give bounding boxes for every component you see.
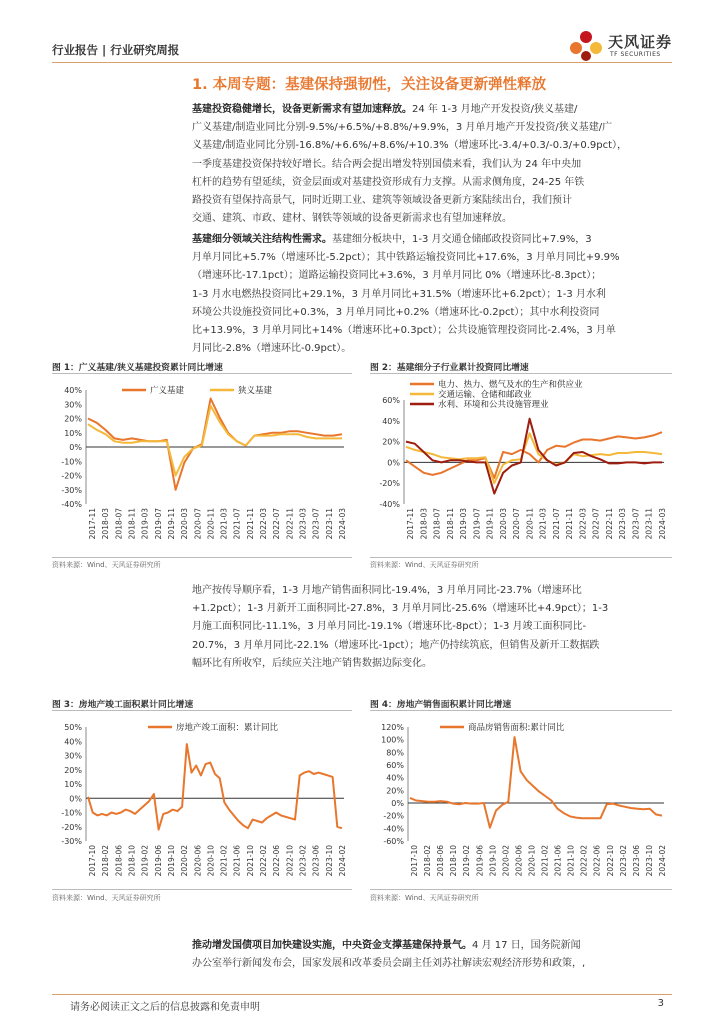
x-tick-label: 2023-11 bbox=[644, 508, 654, 540]
header-divider bbox=[52, 62, 672, 63]
footer-disclaimer: 请务必阅读正文之后的信息披露和免责申明 bbox=[70, 1002, 260, 1013]
x-tick-label: 2023-10 bbox=[324, 845, 334, 877]
paragraph-2-line: 月单月同比+5.7%（增速环比-5.2pct）；其中铁路运输投资同比+17.6%，3 月单月同比+9.9% bbox=[192, 252, 620, 264]
figure-2-bottom-rule bbox=[370, 557, 672, 558]
x-tick-label: 2024-02 bbox=[338, 845, 347, 877]
figure-3-rule bbox=[52, 710, 352, 711]
paragraph-4-line: 办公室举行新闻发布会，国家发展和改革委员会副主任刘苏社解读宏观经济形势和政策，, bbox=[192, 958, 586, 970]
x-tick-label: 2021-03 bbox=[538, 508, 548, 540]
y-tick-label: -30% bbox=[61, 837, 82, 846]
x-tick-label: 2021-11 bbox=[245, 508, 255, 540]
x-tick-label: 2023-11 bbox=[324, 508, 334, 540]
y-tick-label: 0% bbox=[387, 458, 400, 468]
figure-2-source: 资料来源：Wind、天风证券研究所 bbox=[370, 561, 479, 569]
x-tick-label: 2017-11 bbox=[406, 508, 415, 540]
x-tick-label: 2017-11 bbox=[88, 508, 97, 540]
y-tick-label: 100% bbox=[381, 735, 404, 745]
x-tick-label: 2018-10 bbox=[449, 845, 459, 877]
figure-1-rule bbox=[52, 373, 352, 374]
x-tick-label: 2020-11 bbox=[525, 508, 535, 540]
series-line bbox=[406, 419, 662, 494]
x-tick-label: 2022-11 bbox=[604, 508, 614, 540]
figure-1-bottom-rule bbox=[52, 557, 352, 558]
x-tick-label: 2017-10 bbox=[88, 845, 97, 877]
y-tick-label: -40% bbox=[379, 500, 400, 509]
figure-2-rule bbox=[370, 373, 672, 374]
x-tick-label: 2020-10 bbox=[206, 845, 216, 877]
x-tick-label: 2021-07 bbox=[551, 508, 561, 540]
x-tick-label: 2023-07 bbox=[631, 508, 641, 540]
paragraph-4-line: 推动增发国债项目加快建设实施，中央资金支撑基建保持景气。4 月 17 日，国务院新闻 bbox=[192, 940, 581, 951]
x-tick-label: 2018-07 bbox=[114, 508, 124, 540]
x-tick-label: 2019-06 bbox=[153, 845, 163, 877]
y-tick-label: 20% bbox=[382, 437, 400, 447]
x-tick-label: 2023-07 bbox=[311, 508, 321, 540]
y-tick-label: 40% bbox=[64, 737, 82, 747]
x-tick-label: 2017-10 bbox=[410, 845, 419, 877]
figure-3-chart bbox=[52, 713, 352, 888]
y-tick-label: 0% bbox=[69, 794, 82, 804]
paragraph-3 bbox=[192, 582, 672, 673]
x-tick-label: 2019-02 bbox=[140, 845, 150, 877]
x-tick-label: 2020-06 bbox=[514, 845, 524, 877]
x-tick-label: 2020-03 bbox=[180, 508, 190, 540]
paragraph-3-line: 月施工面积同比-11.1%，3 月单月同比-19.1%（增速环比-8pct）；1-3 月竣工面积同比- bbox=[192, 621, 587, 633]
report-category: 行业报告 | 行业研究周报 bbox=[52, 43, 180, 57]
y-tick-label: -40% bbox=[61, 500, 82, 509]
y-tick-label: -20% bbox=[383, 811, 404, 821]
figure-4-rule bbox=[370, 710, 672, 711]
footer-divider bbox=[52, 994, 672, 995]
x-tick-label: 2022-03 bbox=[259, 508, 269, 540]
y-tick-label: 80% bbox=[386, 748, 404, 758]
x-tick-label: 2022-07 bbox=[591, 508, 601, 540]
x-tick-label: 2023-02 bbox=[298, 845, 308, 877]
x-tick-label: 2022-03 bbox=[578, 508, 588, 540]
x-tick-label: 2018-11 bbox=[445, 508, 455, 540]
x-tick-label: 2021-03 bbox=[219, 508, 229, 540]
x-tick-label: 2023-10 bbox=[644, 845, 654, 877]
x-tick-label: 2022-10 bbox=[605, 845, 615, 877]
figure-3-bottom-rule bbox=[52, 889, 352, 890]
legend-label: 广义基建 bbox=[150, 386, 185, 396]
brand-name: 天风证券 bbox=[608, 33, 673, 51]
x-tick-label: 2022-06 bbox=[592, 845, 602, 877]
x-tick-label: 2018-03 bbox=[101, 508, 111, 540]
x-tick-label: 2024-03 bbox=[338, 508, 347, 540]
y-tick-label: -30% bbox=[61, 485, 82, 495]
x-tick-label: 2020-02 bbox=[501, 845, 511, 877]
x-tick-label: 2023-03 bbox=[298, 508, 308, 540]
legend-label: 商品房销售面积:累计同比 bbox=[468, 723, 565, 733]
x-tick-label: 2021-07 bbox=[232, 508, 242, 540]
figure-3-source: 资料来源：Wind、天风证券研究所 bbox=[52, 894, 161, 902]
x-tick-label: 2022-02 bbox=[259, 845, 269, 877]
paragraph-2-line: 比+13.9%，3 月单月同比+14%（增速环比+0.3pct）；公共设施管理投资同比-2.4%，3 月单 bbox=[192, 325, 616, 337]
x-tick-label: 2020-06 bbox=[193, 845, 203, 877]
figure-4-title: 图 4：房地产销售面积累计同比增速 bbox=[370, 700, 512, 710]
y-tick-label: 0% bbox=[391, 799, 404, 808]
x-tick-label: 2019-07 bbox=[472, 508, 482, 540]
x-tick-label: 2024-02 bbox=[658, 845, 667, 877]
x-tick-label: 2018-11 bbox=[127, 508, 137, 540]
series-line bbox=[410, 737, 662, 828]
x-tick-label: 2019-03 bbox=[140, 508, 150, 540]
legend-label: 狭义基建 bbox=[238, 386, 273, 396]
x-tick-label: 2020-07 bbox=[193, 508, 203, 540]
paragraph-4 bbox=[192, 937, 672, 973]
y-tick-label: 10% bbox=[64, 780, 82, 789]
y-tick-label: 60% bbox=[386, 761, 404, 770]
series-line bbox=[88, 744, 342, 830]
y-tick-label: 0% bbox=[69, 443, 82, 452]
x-tick-label: 2020-10 bbox=[527, 845, 537, 877]
x-tick-label: 2019-10 bbox=[488, 845, 498, 877]
y-tick-label: 30% bbox=[64, 751, 82, 761]
x-tick-label: 2021-02 bbox=[540, 845, 550, 877]
paragraph-1-line: 杠杆的趋势有望延续，资金层面或对基建投资形成有力支撑。从需求侧角度，24-25 年铁 bbox=[192, 176, 585, 188]
y-tick-label: -20% bbox=[61, 471, 82, 481]
x-tick-label: 2021-06 bbox=[232, 845, 242, 877]
x-tick-label: 2023-02 bbox=[618, 845, 628, 877]
series-line bbox=[88, 406, 342, 476]
x-tick-label: 2023-06 bbox=[311, 845, 321, 877]
y-tick-label: 120% bbox=[381, 723, 404, 732]
x-tick-label: 2022-11 bbox=[285, 508, 295, 540]
figure-1-title: 图 1：广义基建/狭义基建投资累计同比增速 bbox=[52, 363, 223, 373]
paragraph-1-line: 交通、建筑、市政、建材、钢铁等领域的设备更新需求也有望加速释放。 bbox=[192, 213, 512, 225]
figure-2-chart bbox=[370, 376, 672, 556]
x-tick-label: 2023-06 bbox=[631, 845, 641, 877]
x-tick-label: 2020-07 bbox=[512, 508, 522, 540]
figure-4-chart bbox=[370, 713, 672, 888]
x-tick-label: 2019-02 bbox=[462, 845, 472, 877]
x-tick-label: 2020-03 bbox=[498, 508, 508, 540]
legend-label: 电力、热力、燃气及水的生产和供应业 bbox=[438, 380, 583, 390]
y-tick-label: -60% bbox=[383, 837, 404, 846]
paragraph-1 bbox=[192, 101, 672, 228]
paragraph-lead: 基建细分领域关注结构性需求。 bbox=[192, 234, 332, 245]
legend-label: 水利、环境和公共设施管理业 bbox=[438, 400, 549, 410]
y-tick-label: 20% bbox=[64, 414, 82, 424]
x-tick-label: 2020-11 bbox=[206, 508, 216, 540]
figure-4-bottom-rule bbox=[370, 889, 672, 890]
y-tick-label: 20% bbox=[64, 765, 82, 775]
y-tick-label: 40% bbox=[382, 416, 400, 426]
x-tick-label: 2024-03 bbox=[658, 508, 667, 540]
x-tick-label: 2018-02 bbox=[423, 845, 433, 877]
paragraph-1-line: 广义基建/制造业同比分别-9.5%/+6.5%/+8.8%/+9.9%，3 月单月地产开发投资/狭义基建/广 bbox=[192, 122, 613, 134]
paragraph-3-line: 幅环比有所收窄，后续应关注地产销售数据边际变化。 bbox=[192, 657, 432, 669]
paragraph-1-line: 基建投资稳健增长，设备更新需求有望加速释放。24 年 1-3 月地产开发投资/狭义基建/ bbox=[192, 104, 578, 115]
x-tick-label: 2022-10 bbox=[285, 845, 295, 877]
x-tick-label: 2019-07 bbox=[153, 508, 163, 540]
paragraph-2-line: 基建细分领域关注结构性需求。基建细分板块中，1-3 月交通仓储邮政投资同比+7.9%，3 bbox=[192, 234, 592, 245]
y-tick-label: -40% bbox=[383, 824, 404, 834]
paragraph-lead: 推动增发国债项目加快建设实施，中央资金支撑基建保持景气。 bbox=[192, 940, 472, 951]
y-tick-label: 40% bbox=[64, 386, 82, 395]
y-tick-label: 40% bbox=[386, 773, 404, 783]
x-tick-label: 2018-06 bbox=[114, 845, 124, 877]
paragraph-2-line: 环境公共设施投资同比+0.3%，3 月单月同比+0.2%（增速环比-0.2pct）；其中水利投资同 bbox=[192, 306, 600, 318]
x-tick-label: 2022-06 bbox=[272, 845, 282, 877]
x-tick-label: 2022-07 bbox=[272, 508, 282, 540]
y-tick-label: -10% bbox=[61, 808, 82, 818]
figure-1-source: 资料来源：Wind、天风证券研究所 bbox=[52, 561, 161, 569]
paragraph-2-line: 月同比-2.8%（增速环比-0.9pct）。 bbox=[192, 343, 352, 355]
x-tick-label: 2018-03 bbox=[419, 508, 429, 540]
x-tick-label: 2022-02 bbox=[579, 845, 589, 877]
paragraph-lead: 基建投资稳健增长，设备更新需求有望加速释放。 bbox=[192, 104, 412, 115]
figure-2-title: 图 2：基建细分子行业累计投资同比增速 bbox=[370, 363, 529, 373]
paragraph-2-line: （增速环比-17.1pct）；道路运输投资同比+3.6%，3 月单月同比 0%（增速环比-8.3pct）； bbox=[192, 270, 602, 282]
y-tick-label: -10% bbox=[61, 457, 82, 467]
brand-name-en: TF SECURITIES bbox=[610, 51, 661, 58]
figure-3-title: 图 3：房地产竣工面积累计同比增速 bbox=[52, 700, 194, 710]
x-tick-label: 2019-11 bbox=[485, 508, 495, 540]
paragraph-3-line: +1.2pct）；1-3 月新开工面积同比-27.8%，3 月单月同比-25.6%（增速环比+4.9pct）；1-3 bbox=[192, 603, 609, 615]
y-tick-label: 30% bbox=[64, 400, 82, 410]
x-tick-label: 2019-06 bbox=[475, 845, 485, 877]
legend-label: 交通运输、仓储和邮政业 bbox=[438, 390, 532, 400]
x-tick-label: 2023-03 bbox=[618, 508, 628, 540]
y-tick-label: 10% bbox=[64, 428, 82, 438]
x-tick-label: 2018-07 bbox=[432, 508, 442, 540]
x-tick-label: 2021-02 bbox=[219, 845, 229, 877]
x-tick-label: 2018-02 bbox=[101, 845, 111, 877]
x-tick-label: 2021-11 bbox=[565, 508, 575, 540]
x-tick-label: 2021-10 bbox=[566, 845, 576, 877]
y-tick-label: 50% bbox=[64, 723, 82, 732]
x-tick-label: 2021-06 bbox=[553, 845, 563, 877]
paragraph-3-line: 20.7%，3 月单月同比-22.1%（增速环比-1pct）；地产仍持续筑底，但销售及新开工数据跌 bbox=[192, 639, 600, 651]
x-tick-label: 2018-06 bbox=[436, 845, 446, 877]
legend-label: 房地产竣工面积：累计同比 bbox=[176, 723, 279, 733]
paragraph-2-line: 1-3 月水电燃热投资同比+29.1%，3 月单月同比+31.5%（增速环比+6.2pct）；1-3 月水利 bbox=[192, 288, 606, 300]
paragraph-3-line: 地产按传导顺序看，1-3 月地产销售面积同比-19.4%，3 月单月同比-23.7%（增速环比 bbox=[192, 585, 582, 596]
paragraph-1-line: 一季度基建投资保持较好增长。结合两会提出增发特别国债来看，我们认为 24 年中央加 bbox=[192, 158, 582, 170]
figure-1-chart bbox=[52, 376, 352, 556]
x-tick-label: 2019-03 bbox=[459, 508, 469, 540]
section-title: 1. 本周专题：基建保持强韧性，关注设备更新弹性释放 bbox=[192, 77, 547, 93]
x-tick-label: 2019-10 bbox=[166, 845, 176, 877]
paragraph-1-line: 路投资有望保持高景气，同时近期工业、建筑等领域设备更新方案陆续出台，我们预计 bbox=[192, 195, 572, 207]
x-tick-label: 2019-11 bbox=[166, 508, 176, 540]
x-tick-label: 2018-10 bbox=[127, 845, 137, 877]
series-line bbox=[406, 432, 662, 478]
paragraph-1-line: 义基建/制造业同比分别-16.8%/+6.6%/+8.6%/+10.3%（增速环比-3.4/+0.3/-0.3/+0.9pct）， bbox=[192, 140, 628, 152]
x-tick-label: 2020-02 bbox=[180, 845, 190, 877]
page-number: 3 bbox=[657, 998, 664, 1009]
y-tick-label: -20% bbox=[61, 822, 82, 832]
tianfeng-logo-icon bbox=[566, 28, 606, 62]
y-tick-label: 60% bbox=[382, 396, 400, 405]
y-tick-label: 20% bbox=[386, 786, 404, 796]
x-tick-label: 2021-10 bbox=[245, 845, 255, 877]
paragraph-2 bbox=[192, 231, 672, 358]
figure-4-source: 资料来源：Wind、天风证券研究所 bbox=[370, 894, 479, 902]
y-tick-label: -20% bbox=[379, 479, 400, 489]
